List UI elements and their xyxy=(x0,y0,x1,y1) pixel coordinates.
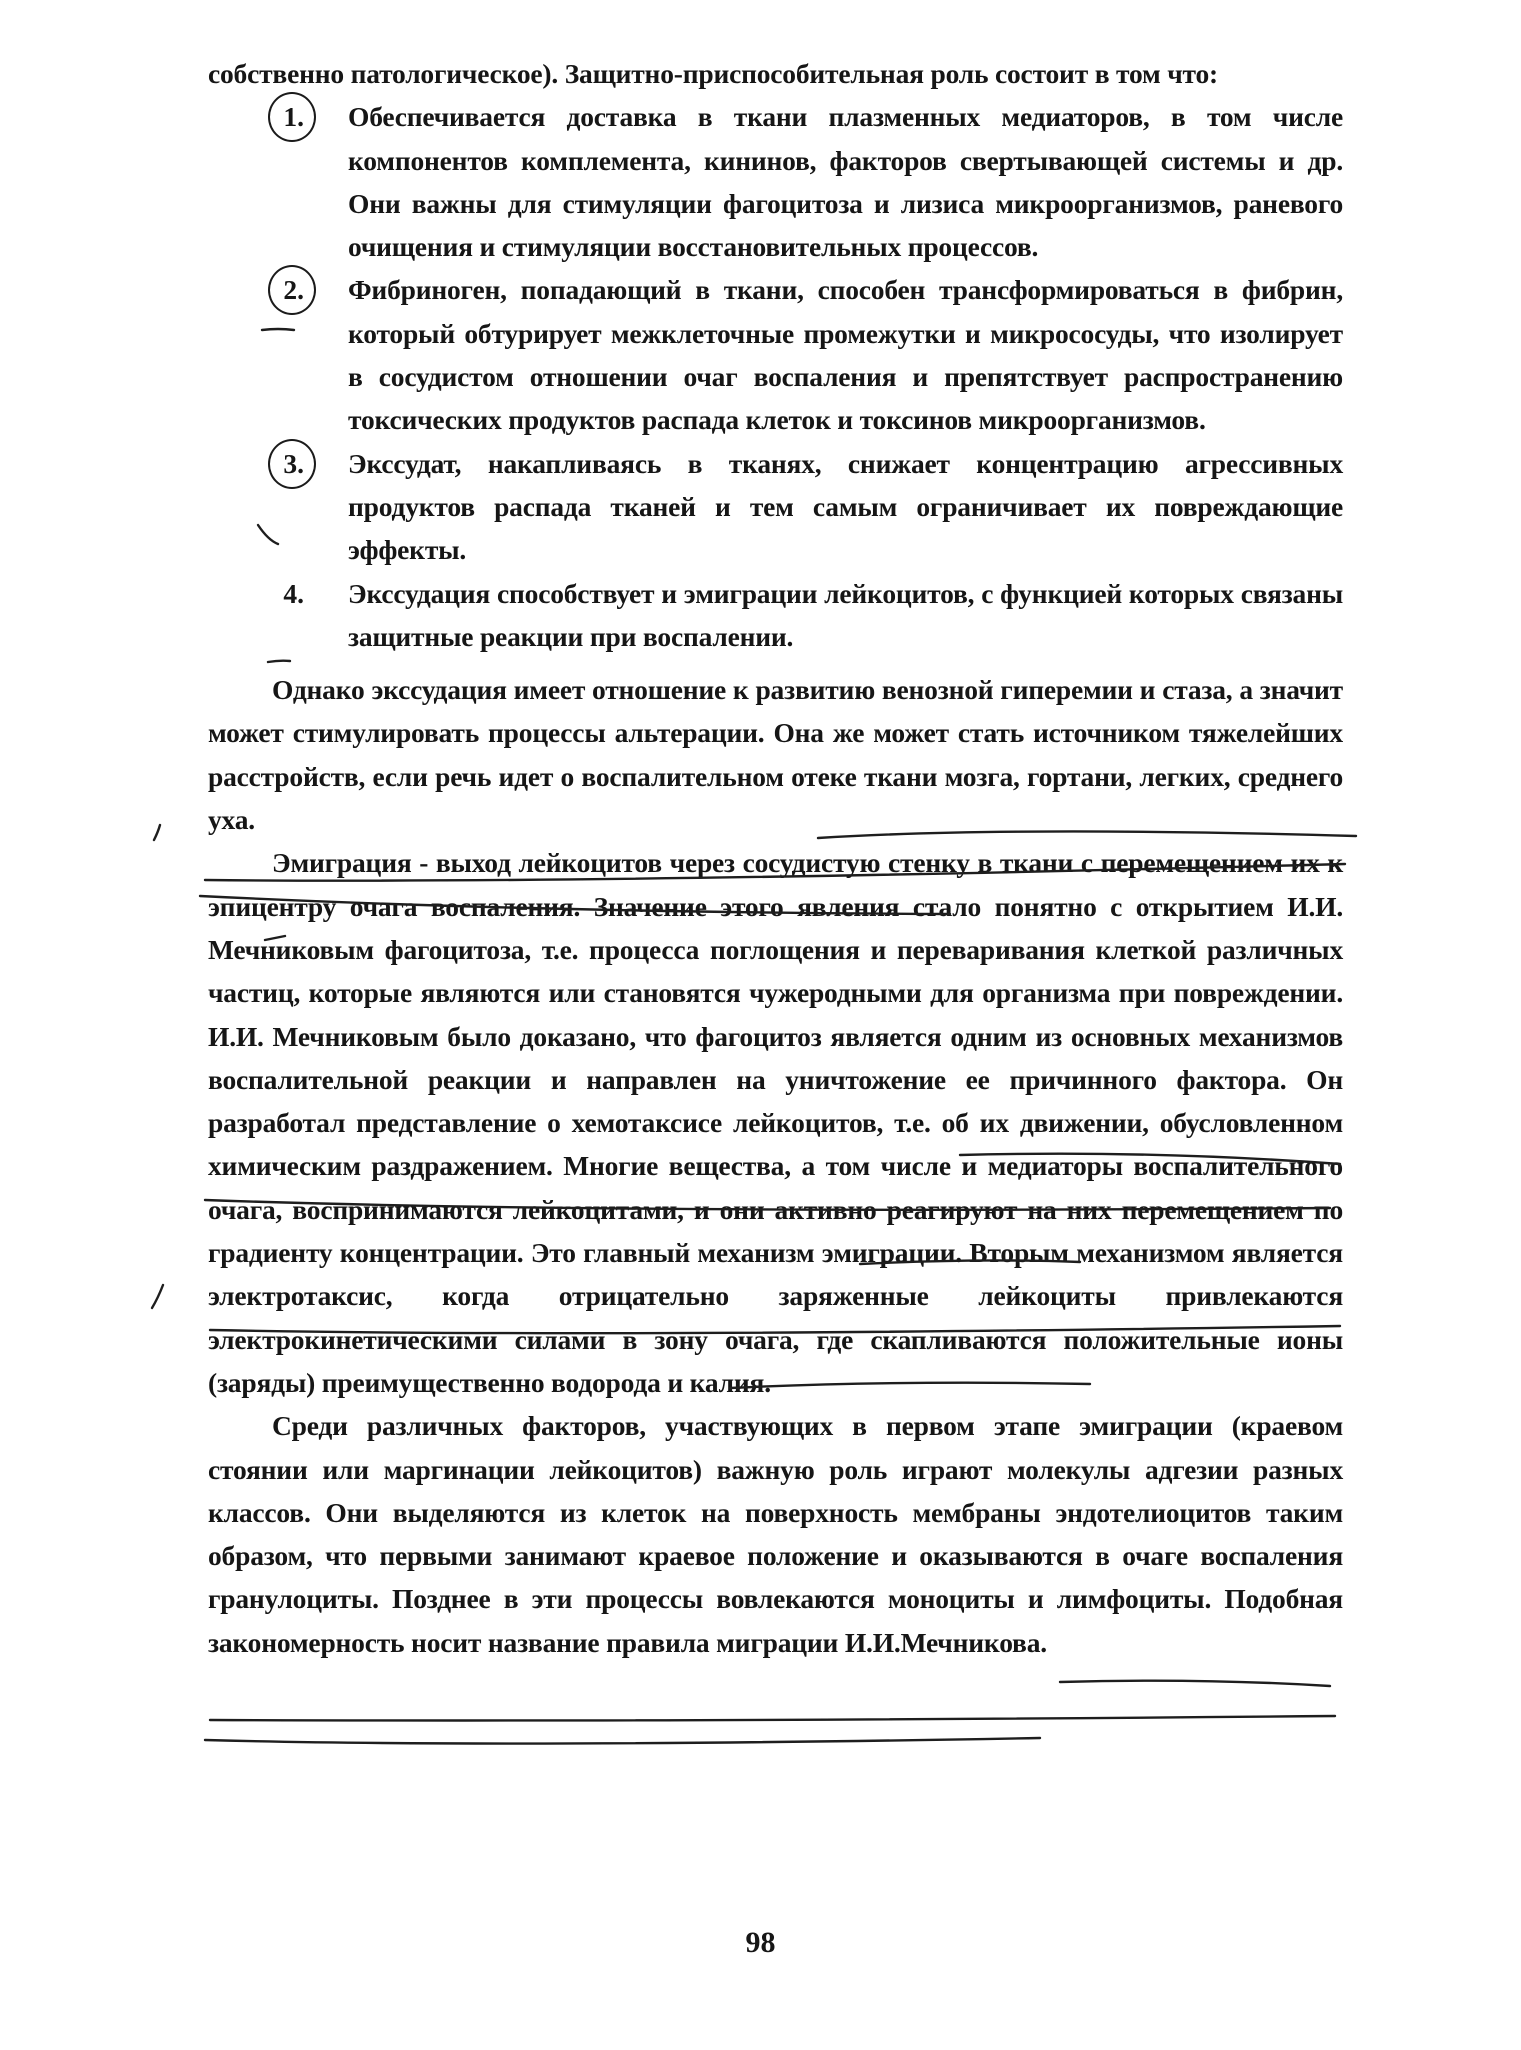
list-item: 4. Экссудация способствует и эмиграции лейкоцитов, с функцией которых связаны защитные реакции при воспалении. xyxy=(208,572,1343,659)
list-item-text: Экссудация способствует и эмиграции лейкоцитов, с функцией которых связаны защитные реакции при воспалении. xyxy=(348,577,1343,652)
paragraph-adhesion: Среди различных факторов, участвующих в первом этапе эмиграции (краевом стоянии или маргинации лейкоцитов) важную роль играют молекулы адгезии разных классов. Они выделяются из клеток на поверхность мембраны эндотелиоцитов таким образом, что первыми занимают краевое положение и оказываются в очаге воспаления гранулоциты. Позднее в эти процессы вовлекаются моноциты и лимфоциты. Подобная закономерность носит название правила миграции И.И.Мечникова. xyxy=(208,1410,1343,1658)
list-item-text: Обеспечивается доставка в ткани плазменных медиаторов, в том числе компонентов комплемента, кининов, факторов свертывающей системы и др. Они важны для стимуляции фагоцитоза и лизиса микроорганизмов, раневого очищения и стимуляции восстановительных процессов. xyxy=(348,101,1343,263)
intro-text: собственно патологическое). Защитно-приспособительная роль состоит в том что: xyxy=(208,58,1218,89)
handwritten-circle xyxy=(268,439,316,489)
underline-mark xyxy=(154,825,160,840)
handwritten-circle xyxy=(268,265,316,315)
numbered-list xyxy=(208,95,1343,658)
list-item: 1. Обеспечивается доставка в ткани плазменных медиаторов, в том числе компонентов комплемента, кининов, факторов свертывающей системы и др. Они важны для стимуляции фагоцитоза и лизиса микроорганизмов, раневого очищения и стимуляции восстановительных процессов. xyxy=(208,95,1343,268)
paragraph-exudation: Однако экссудация имеет отношение к развитию венозной гиперемии и стаза, а значит может стимулировать процессы альтерации. Она же может стать источником тяжелейших расстройств, если речь идет о воспалительном отеке ткани мозга, гортани, легких, среднего уха. xyxy=(208,674,1343,836)
page-number: 98 xyxy=(745,1926,776,1959)
list-item-text: Фибриноген, попадающий в ткани, способен трансформироваться в фибрин, который обтурирует межклеточные промежутки и микрососуды, что изолирует в сосудистом отношении очаг воспаления и препятствует распространению токсических продуктов распада клеток и токсинов микроорганизмов. xyxy=(348,274,1343,436)
underline-mark xyxy=(210,1716,1335,1721)
list-item: 2. Фибриноген, попадающий в ткани, способен трансформироваться в фибрин, который обтурирует межклеточные промежутки и микрососуды, что изолирует в сосудистом отношении очаг воспаления и препятствует распространению токсических продуктов распада клеток и токсинов микроорганизмов. xyxy=(208,268,1343,441)
list-item-text: Экссудат, накапливаясь в тканях, снижает концентрацию агрессивных продуктов распада тканей и тем самым ограничивает их повреждающие эффекты. xyxy=(348,447,1343,566)
underline-mark xyxy=(205,1738,1040,1744)
underline-mark xyxy=(1060,1681,1330,1686)
list-item: 3. Экссудат, накапливаясь в тканях, снижает концентрацию агрессивных продуктов распада тканей и тем самым ограничивает их повреждающие эффекты. xyxy=(208,442,1343,572)
paragraph-emigration: Эмиграция - выход лейкоцитов через сосудистую стенку в ткани с перемещением их к эпицентру очага воспаления. Значение этого явления стало понятно с открытием И.И. Мечниковым фагоцитоза, т.е. процесса поглощения и переваривания клеткой различных частиц, которые являются или становятся чужеродными для организма при повреждении. И.И. Мечниковым было доказано, что фагоцитоз является одним из основных механизмов воспалительной реакции и направлен на уничтожение ее причинного фактора. Он разработал представление о хемотаксисе лейкоцитов, т.е. об их движении, обусловленном химическим раздражением. Многие вещества, а том числе и медиаторы воспалительного очага, воспринимаются лейкоцитами, и они активно реагируют на них перемещением по градиенту концентрации. Это главный механизм эмиграции. Вторым механизмом является электротаксис, когда отрицательно заряженные лейкоциты привлекаются электрокинетическими силами в зону очага, где скапливаются положительные ионы (заряды) преимущественно водорода и калия. xyxy=(208,847,1343,1398)
underline-mark xyxy=(152,1285,163,1308)
handwritten-circle xyxy=(268,92,316,142)
page-content xyxy=(208,52,1343,1664)
